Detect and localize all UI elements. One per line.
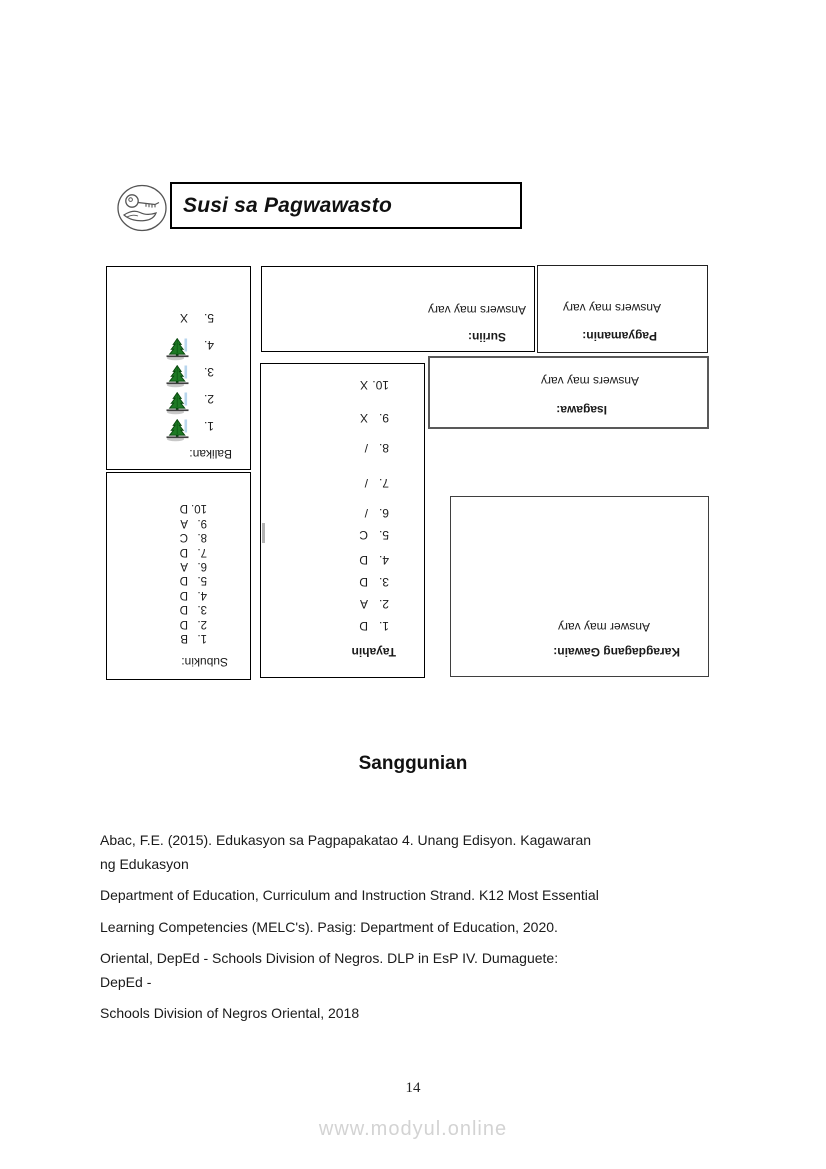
list-item: 10. X bbox=[359, 378, 389, 392]
list-item: 2. D bbox=[179, 617, 207, 630]
list-item: 9. X bbox=[359, 411, 389, 425]
list-item: 5. X bbox=[179, 311, 214, 325]
tayahin-flipped-content bbox=[261, 364, 424, 677]
list-item: 6. / bbox=[364, 506, 389, 520]
reference-line: Department of Education, Curriculum and Instruction Strand. K12 Most Essential bbox=[100, 887, 599, 903]
reference-line: Oriental, DepEd - Schools Division of Negros. DLP in EsP IV. Dumaguete: bbox=[100, 950, 559, 966]
karagdagang-flipped-content bbox=[451, 497, 708, 676]
list-item: 5. D bbox=[179, 574, 207, 587]
list-item: 4. D bbox=[359, 553, 389, 567]
list-item: 1. bbox=[107, 419, 214, 446]
list-item: 7. D bbox=[179, 545, 207, 558]
list-item: 9. A bbox=[180, 516, 207, 529]
page-title: Susi sa Pagwawasto bbox=[183, 193, 393, 217]
balikan-label: Balikan: bbox=[189, 447, 232, 461]
list-item: 8. C bbox=[179, 531, 207, 544]
reference-line: ng Edukasyon bbox=[100, 855, 189, 872]
tree-icon bbox=[166, 338, 190, 361]
reference-entry bbox=[100, 947, 736, 994]
subukin-list bbox=[107, 501, 207, 645]
balikan-flipped-content bbox=[107, 267, 250, 469]
suriin-answer-text: Answers may vary bbox=[427, 303, 526, 317]
stray-mark bbox=[262, 523, 265, 543]
list-item: 4. D bbox=[179, 588, 207, 601]
list-item: 7. / bbox=[364, 476, 389, 490]
isagawa-answer-text: Answers may vary bbox=[540, 374, 639, 388]
subukin-flipped-content bbox=[107, 473, 250, 679]
list-item: 10. D bbox=[179, 502, 207, 515]
list-item: 1. D bbox=[359, 619, 389, 633]
suriin-answer-box bbox=[261, 266, 535, 352]
pagyamanin-answer-text: Answers may vary bbox=[562, 301, 661, 315]
references-list bbox=[100, 829, 736, 1034]
reference-entry bbox=[100, 1002, 736, 1026]
tayahin-label: Tayahin bbox=[351, 645, 396, 659]
pagyamanin-answer-box bbox=[537, 265, 708, 353]
balikan-answer-box bbox=[106, 266, 251, 470]
tree-icon bbox=[166, 365, 190, 388]
list-item: 5. C bbox=[359, 528, 389, 542]
reference-line: Schools Division of Negros Oriental, 2018 bbox=[100, 1005, 360, 1021]
isagawa-answer-box bbox=[428, 356, 709, 429]
list-item: 3. D bbox=[179, 603, 207, 616]
karagdagang-gawain-label: Karagdagang Gawain: bbox=[553, 645, 680, 659]
reference-line: Abac, F.E. (2015). Edukasyon sa Pagpapakatao 4. Unang Edisyon. Kagawaran bbox=[100, 832, 592, 848]
list-item: 2. A bbox=[359, 597, 389, 611]
pagyamanin-flipped-content bbox=[538, 266, 707, 352]
tree-icon bbox=[166, 392, 190, 415]
isagawa-label: Isagawa: bbox=[556, 403, 607, 417]
references-heading: Sanggunian bbox=[358, 753, 468, 774]
subukin-label: Subukin: bbox=[181, 655, 228, 669]
reference-line: Learning Competencies (MELC's). Pasig: Department of Education, 2020. bbox=[100, 918, 558, 935]
list-item: 6. A bbox=[180, 559, 207, 572]
pagyamanin-label: Pagyamanin: bbox=[582, 329, 657, 343]
answer-key-title-box bbox=[170, 182, 522, 229]
reference-line: DepEd - bbox=[100, 973, 152, 990]
suriin-label: Suriin: bbox=[468, 330, 506, 344]
list-item: 3. bbox=[107, 365, 214, 392]
list-item: 3. D bbox=[359, 575, 389, 589]
key-in-hand-icon bbox=[116, 184, 168, 232]
reference-entry bbox=[100, 884, 736, 908]
tree-icon bbox=[166, 419, 190, 442]
reference-entry bbox=[100, 829, 736, 876]
isagawa-flipped-content bbox=[430, 358, 707, 427]
reference-entry bbox=[100, 916, 736, 940]
list-item: 8. / bbox=[364, 441, 389, 455]
karagdagang-gawain-answer-text: Answer may vary bbox=[557, 620, 650, 634]
list-item: 4. bbox=[107, 338, 214, 365]
suriin-flipped-content bbox=[262, 267, 534, 351]
karagdagang-gawain-answer-box bbox=[450, 496, 709, 677]
tayahin-answer-box bbox=[260, 363, 425, 678]
page-number: 14 bbox=[405, 1080, 421, 1096]
watermark: www.modyul.online bbox=[318, 1118, 508, 1140]
subukin-answer-box bbox=[106, 472, 251, 680]
list-item: 2. bbox=[107, 392, 214, 419]
list-item: 1. B bbox=[180, 632, 207, 644]
